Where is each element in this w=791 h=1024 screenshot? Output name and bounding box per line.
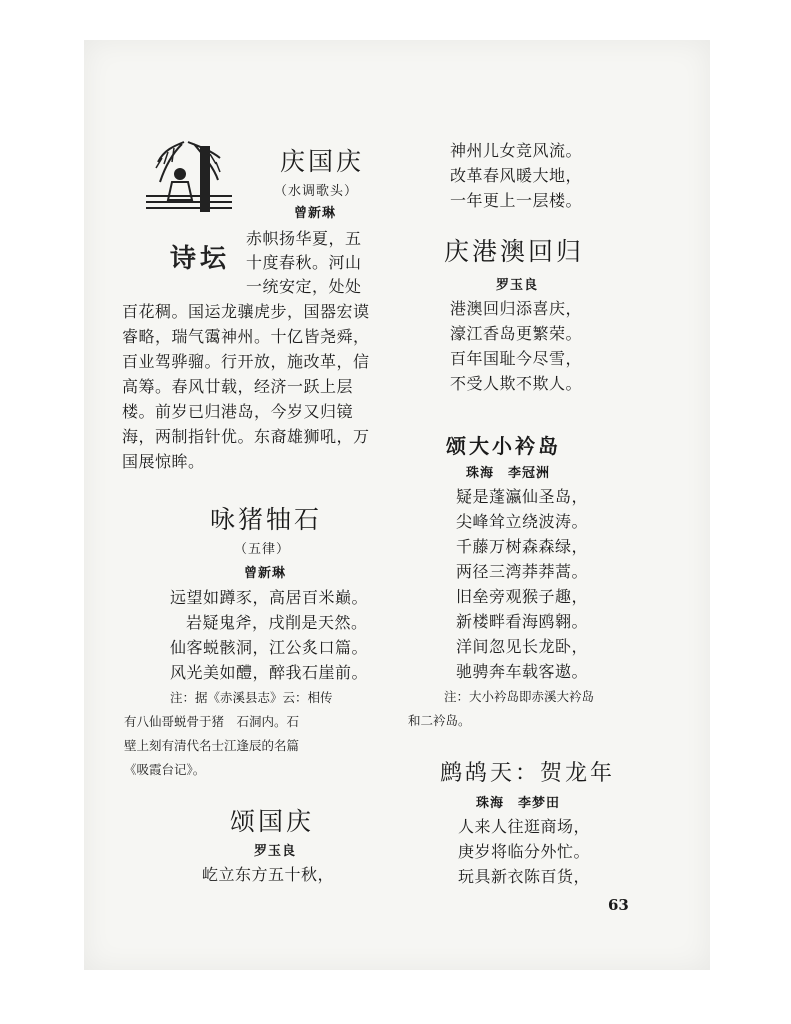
poem-line: 旧垒旁观猴子趣， xyxy=(456,587,589,606)
poem-author: 罗玉良 xyxy=(254,844,297,859)
poem-author: 曾新琳 xyxy=(294,206,337,221)
poem-line: 两径三湾莽莽蒿。 xyxy=(456,562,589,581)
poem-author: 罗玉良 xyxy=(496,278,539,293)
poem-line: 海，两制指针优。东裔雄狮吼，万 xyxy=(122,427,370,446)
poem-subtitle: （水调歌头） xyxy=(274,184,359,199)
poem-line: 洋间忽见长龙卧， xyxy=(456,637,589,656)
poem-title: 庆港澳回归 xyxy=(444,237,585,266)
poem-line: 濠江香岛更繁荣。 xyxy=(450,324,583,343)
poem-subtitle: （五律） xyxy=(234,542,291,557)
poem-title: 庆国庆 xyxy=(280,147,365,176)
poem-line: 十度春秋。河山 xyxy=(246,253,362,272)
section-label: 诗坛 xyxy=(170,244,231,274)
poem-line: 远望如蹲豕，高居百米巅。 xyxy=(170,588,369,607)
poem-line: 风光美如醴，醉我石崖前。 xyxy=(170,663,369,682)
poem-author: 曾新琳 xyxy=(244,566,287,581)
poem-line: 不受人欺不欺人。 xyxy=(450,374,583,393)
poem-line: 疑是蓬瀛仙圣岛， xyxy=(456,487,589,506)
poem-title: 颂国庆 xyxy=(230,807,315,836)
poem-line: 新楼畔看海鸥翱。 xyxy=(456,612,589,631)
poem-line: 驰骋奔车载客遨。 xyxy=(456,662,589,681)
poem-note: 《吸霞台记》。 xyxy=(124,762,206,777)
poem-note: 注：据《赤溪县志》云：相传 xyxy=(170,690,333,705)
poem-line: 百业驾骅骝。行开放，施改革，信 xyxy=(122,352,370,371)
poem-line: 玩具新衣陈百货， xyxy=(458,867,591,886)
poem-line: 改革春风暖大地， xyxy=(450,166,583,185)
poem-note: 壁上刻有清代名士江逢辰的名篇 xyxy=(124,738,300,753)
poem-line: 百花稠。国运龙骧虎步，国器宏谟 xyxy=(122,302,370,321)
poetry-column-logo-illustration xyxy=(144,136,232,216)
poem-line: 一年更上一层楼。 xyxy=(450,191,583,210)
poem-title: 咏猪牰石 xyxy=(210,505,323,534)
poem-line: 人来人往逛商场， xyxy=(458,817,591,836)
poem-line: 岩疑鬼斧，戌削是天然。 xyxy=(186,613,368,632)
poem-line: 屹立东方五十秋， xyxy=(202,865,335,884)
poem-line: 百年国耻今尽雪， xyxy=(450,349,583,368)
poem-line: 楼。前岁已归港岛，今岁又归镜 xyxy=(122,402,354,421)
poem-line: 千藤万树森森绿， xyxy=(456,537,589,556)
poem-author: 珠海 李冠洲 xyxy=(466,466,551,481)
poem-title: 颂大小衿岛 xyxy=(446,434,561,458)
poem-line: 高筹。春风廿载，经济一跃上层 xyxy=(122,377,354,396)
poem-line: 港澳回归添喜庆， xyxy=(450,299,583,318)
poem-line: 睿略，瑞气霭神州。十亿皆尧舜， xyxy=(122,327,370,346)
magazine-page xyxy=(84,40,710,970)
poem-note: 有八仙哥蜕骨于猪 石洞内。石 xyxy=(124,714,300,729)
poem-title: 鹧鸪天：贺龙年 xyxy=(440,761,616,786)
poem-line: 国展惊眸。 xyxy=(122,452,205,471)
poem-author: 珠海 李梦田 xyxy=(476,796,561,811)
poem-line: 一统安定，处处 xyxy=(246,277,362,296)
poem-note: 和二衿岛。 xyxy=(408,713,471,728)
poem-line: 赤帜扬华夏，五 xyxy=(246,229,362,248)
poem-line: 仙客蜕骸洞，江公炙口篇。 xyxy=(170,638,369,657)
poem-line: 神州儿女竞风流。 xyxy=(450,141,583,160)
poem-line: 尖峰耸立绕波涛。 xyxy=(456,512,589,531)
poem-line: 庚岁将临分外忙。 xyxy=(458,842,591,861)
page-number: 63 xyxy=(608,896,629,914)
poem-note: 注：大小衿岛即赤溪大衿岛 xyxy=(444,689,595,704)
